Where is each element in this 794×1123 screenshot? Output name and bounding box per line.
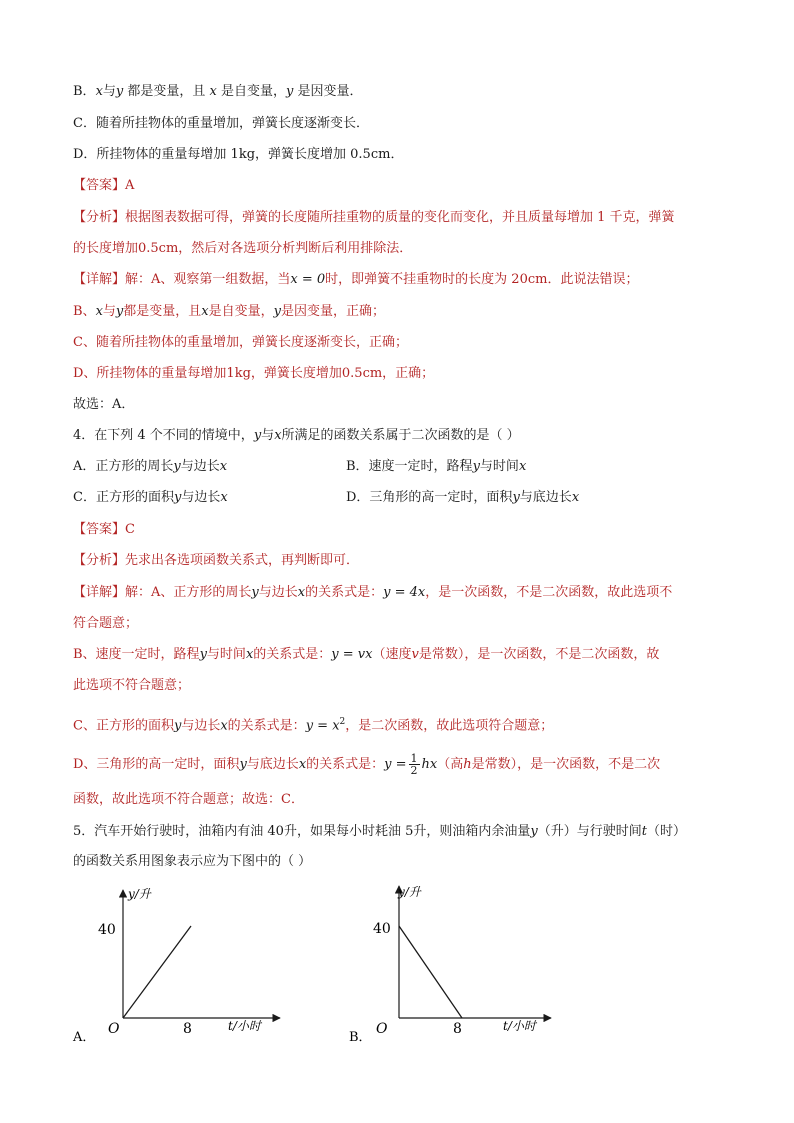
graph-a-line (123, 926, 191, 1018)
q4-option-a: A．正方形的周长y与边长x (73, 459, 228, 474)
answer-prev: 【答案】A (73, 178, 135, 193)
graph-a-ylabel: y/升 (128, 887, 151, 901)
q4-detail-c: C、正方形的面积y与边长x的关系式是：$y = x^2$，是二次函数，故此选项符合题意； (73, 717, 554, 734)
graph-b-line (399, 926, 462, 1018)
q4-analysis: 【分析】先求出各选项函数关系式，再判断即可． (73, 553, 360, 568)
graph-b-xtick: 8 (453, 1021, 462, 1037)
q4-answer: 【答案】C (73, 522, 135, 537)
option-d-prev: D．所挂物体的重量每增加 1kg，弹簧长度增加 0.5cm． (73, 147, 404, 162)
q4-detail-d: D、三角形的高一定时，面积y与底边长x的关系式是：y = $\frac{1}{2}$ hx（高h是常数），是一次函数，不是二次 (73, 752, 661, 777)
q4-detail-d-cont: 函数，故此选项不符合题意；故选：C． (73, 792, 304, 807)
choose-prev: 故选：A． (73, 397, 135, 412)
answer-tag: 【答案】 (73, 178, 126, 193)
graph-b-xlabel: t/小时 (503, 1019, 536, 1033)
graph-a-origin: O (108, 1021, 120, 1037)
q4-option-d: D．三角形的高一定时，面积y与底边长x (346, 490, 580, 505)
q4-detail-a: 【详解】解：A、正方形的周长y与边长x的关系式是：y = 4x，是一次函数，不是二次函数，故此选项不 (73, 585, 673, 600)
graph-b (346, 880, 566, 1050)
detail-prev-4: D、所挂物体的重量每增加1kg，弹簧长度增加0.5cm，正确； (73, 366, 435, 381)
analysis-prev-2: 的长度增加0.5cm，然后对各选项分析判断后利用排除法． (73, 241, 413, 256)
graph-a-xtick: 8 (183, 1021, 192, 1037)
graph-a-xlabel: t/小时 (228, 1019, 261, 1033)
analysis-prev-1: 【分析】根据图表数据可得，弹簧的长度随所挂重物的质量的变化而变化，并且质量每增加 1 千克，弹簧 (73, 210, 675, 225)
q4-stem: 4．在下列 4 个不同的情境中，y与x所满足的函数关系属于二次函数的是（ ） (73, 428, 520, 443)
q5-stem-1: 5．汽车开始行驶时，油箱内有油 40升，如果每小时耗油 5升，则油箱内余油量y（升）与行驶时间t（时） (73, 824, 686, 839)
detail-prev-3: C、随着所挂物体的重量增加，弹簧长度逐渐变长，正确； (73, 335, 408, 350)
option-c-prev: C．随着所挂物体的重量增加，弹簧长度逐渐变长． (73, 116, 369, 131)
graph-a-option: A． (73, 1030, 96, 1045)
q4-detail-b: B、速度一定时，路程y与时间x的关系式是：y = vx（速度v是常数），是一次函数，不是二次函数，故 (73, 647, 660, 662)
graph-a-ytick: 40 (98, 922, 116, 938)
q5-stem-2: 的函数关系用图象表示应为下图中的（ ） (73, 854, 312, 869)
option-b-prev: B．x与y 都是变量，且 x 是自变量，y 是因变量． (73, 84, 363, 99)
detail-prev-1: 【详解】解：A、观察第一组数据，当x = 0时，即弹簧不挂重物时的长度为 20cm．此说法错误； (73, 272, 639, 287)
q4-detail-a-cont: 符合题意； (73, 616, 139, 631)
graph-b-ytick: 40 (373, 921, 391, 937)
q4-option-b: B．速度一定时，路程y与时间x (346, 459, 527, 474)
graph-a (70, 880, 290, 1050)
fraction-half: $\frac{1}{2}$ (410, 752, 418, 777)
q4-detail-b-cont: 此选项不符合题意； (73, 678, 191, 693)
graph-b-origin: O (376, 1021, 388, 1037)
graph-b-option: B． (349, 1030, 372, 1045)
q4-option-c: C．正方形的面积y与边长x (73, 490, 228, 505)
graph-b-ylabel: y/升 (398, 885, 421, 899)
detail-prev-2: B、x与y都是变量，且x是自变量，y是因变量，正确； (73, 304, 386, 319)
